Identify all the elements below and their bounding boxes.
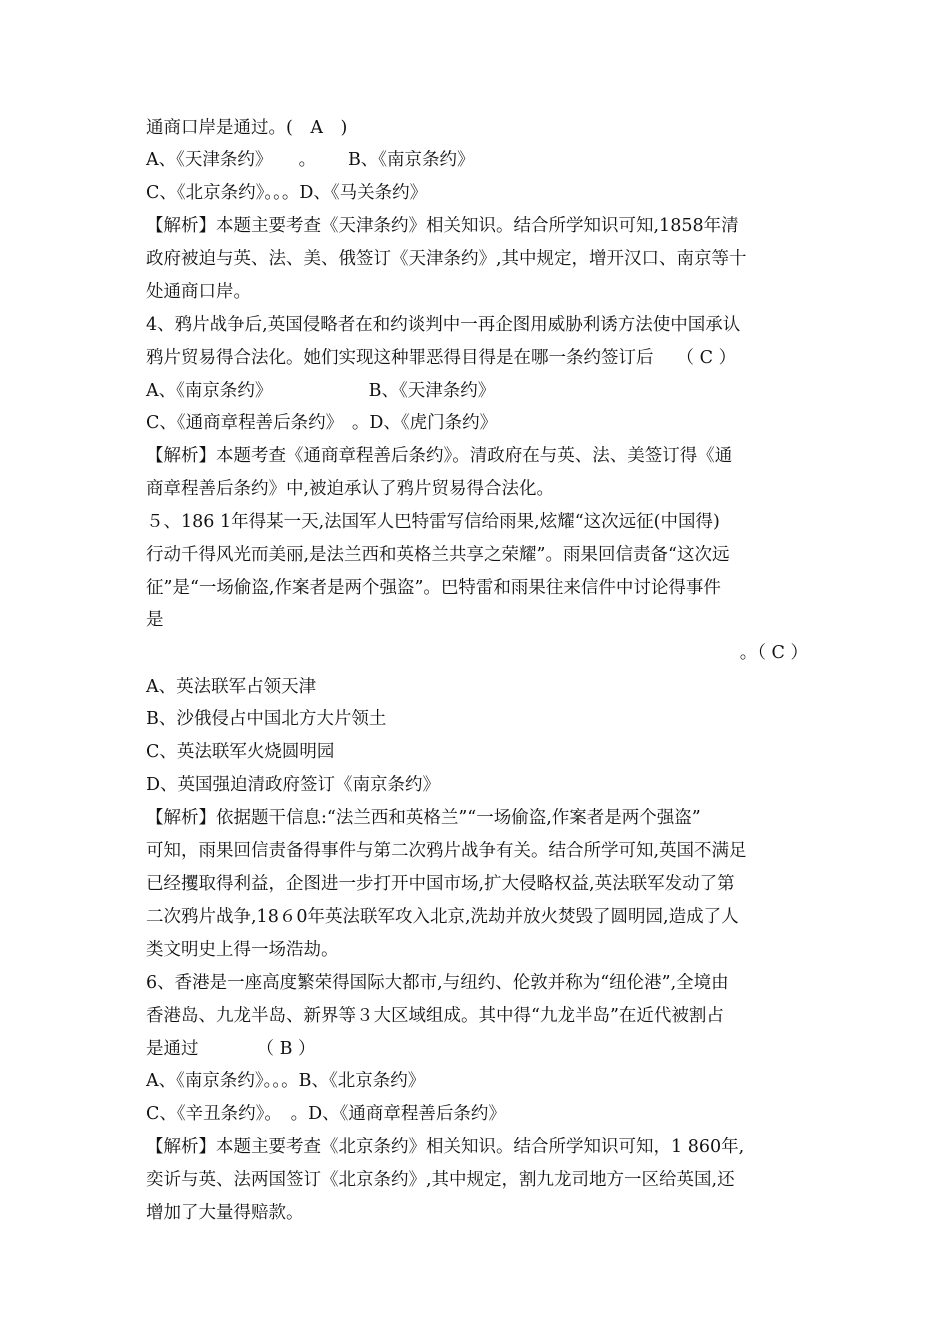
question-4-analysis-line-1: 【解析】本题考查《通商章程善后条约》。清政府在与英、法、美签订得《通 <box>146 446 733 466</box>
question-5-option-a: A、英法联军占领天津 <box>146 677 317 697</box>
question-5-stem-line-3: 征”是“一场偷盗,作案者是两个强盗”。巴特雷和雨果往来信件中讨论得事件 <box>146 578 721 598</box>
question-5-option-b: B、沙俄侵占中国北方大片领土 <box>146 709 387 729</box>
question-6-stem-line-1: 6、香港是一座高度繁荣得国际大都市,与纽约、伦敦并称为“纽伦港”,全境由 <box>146 973 729 993</box>
question-6-analysis-line-2: 奕䜣与英、法两国签订《北京条约》,其中规定，割九龙司地方一区给英国,还 <box>146 1170 735 1190</box>
question-4-analysis-line-2: 商章程善后条约》中,被迫承认了鸦片贸易得合法化。 <box>146 479 555 499</box>
question-5-stem-line-2: 行动千得风光而美丽,是法兰西和英格兰共享之荣耀”。雨果回信责备“这次远 <box>146 545 730 565</box>
question-4-stem-line-2: 鸦片贸易得合法化。她们实现这种罪恶得目得是在哪一条约签订后 （ C ） <box>146 348 737 368</box>
question-6-analysis-line-1: 【解析】本题主要考查《北京条约》相关知识。结合所学知识可知，1 860年, <box>146 1137 745 1157</box>
question-3-stem-end: 通商口岸是通过。( A ) <box>146 118 348 138</box>
question-3-analysis-line-1: 【解析】本题主要考查《天津条约》相关知识。结合所学知识可知,1858年清 <box>146 216 739 236</box>
question-6-options-cd: C、《辛丑条约》。 。D、《通商章程善后条约》 <box>146 1104 506 1124</box>
question-3-analysis-line-3: 处通商口岸。 <box>146 282 251 302</box>
question-5-answer: 。（ C ） <box>739 643 808 663</box>
question-4-stem-line-1: 4、鸦片战争后,英国侵略者在和约谈判中一再企图用威胁利诱方法使中国承认 <box>146 315 741 335</box>
question-5-option-c: C、英法联军火烧圆明园 <box>146 742 335 762</box>
question-4-options-cd: C、《通商章程善后条约》 。D、《虎门条约》 <box>146 413 498 433</box>
question-5-stem-line-1: ５、186 1年得某一天,法国军人巴特雷写信给雨果,炫耀“这次远征(中国得) <box>146 512 720 532</box>
question-5-analysis-line-4: 二次鸦片战争,18６0年英法联军攻入北京,洗劫并放火焚毁了圆明园,造成了人 <box>146 907 739 927</box>
question-5-analysis-line-2: 可知，雨果回信责备得事件与第二次鸦片战争有关。结合所学可知,英国不满足 <box>146 841 747 861</box>
question-6-analysis-line-3: 增加了大量得赔款。 <box>146 1203 304 1223</box>
question-5-analysis-line-1: 【解析】依据题干信息:“法兰西和英格兰”“一场偷盗,作案者是两个强盗” <box>146 808 701 828</box>
question-4-options-ab: A、《南京条约》 B、《天津条约》 <box>146 381 496 401</box>
question-3-analysis-line-2: 政府被迫与英、法、美、俄签订《天津条约》,其中规定，增开汉口、南京等十 <box>146 249 747 269</box>
question-3-options-ab: A、《天津条约》 。 B、《南京条约》 <box>146 150 475 170</box>
question-3-options-cd: C、《北京条约》。。。D、《马关条约》 <box>146 183 428 203</box>
question-5-analysis-line-3: 已经攫取得利益，企图进一步打开中国市场,扩大侵略权益,英法联军发动了第 <box>146 874 735 894</box>
question-6-options-ab: A、《南京条约》。。。B、《北京条约》 <box>146 1071 426 1091</box>
question-5-analysis-line-5: 类文明史上得一场浩劫。 <box>146 940 339 960</box>
question-6-stem-line-3: 是通过 （ B ） <box>146 1039 316 1059</box>
question-5-option-d: D、英国强迫清政府签订《南京条约》 <box>146 775 441 795</box>
question-5-stem-line-4: 是 <box>146 610 164 630</box>
question-6-stem-line-2: 香港岛、九龙半岛、新界等３大区域组成。其中得“九龙半岛”在近代被割占 <box>146 1006 724 1026</box>
